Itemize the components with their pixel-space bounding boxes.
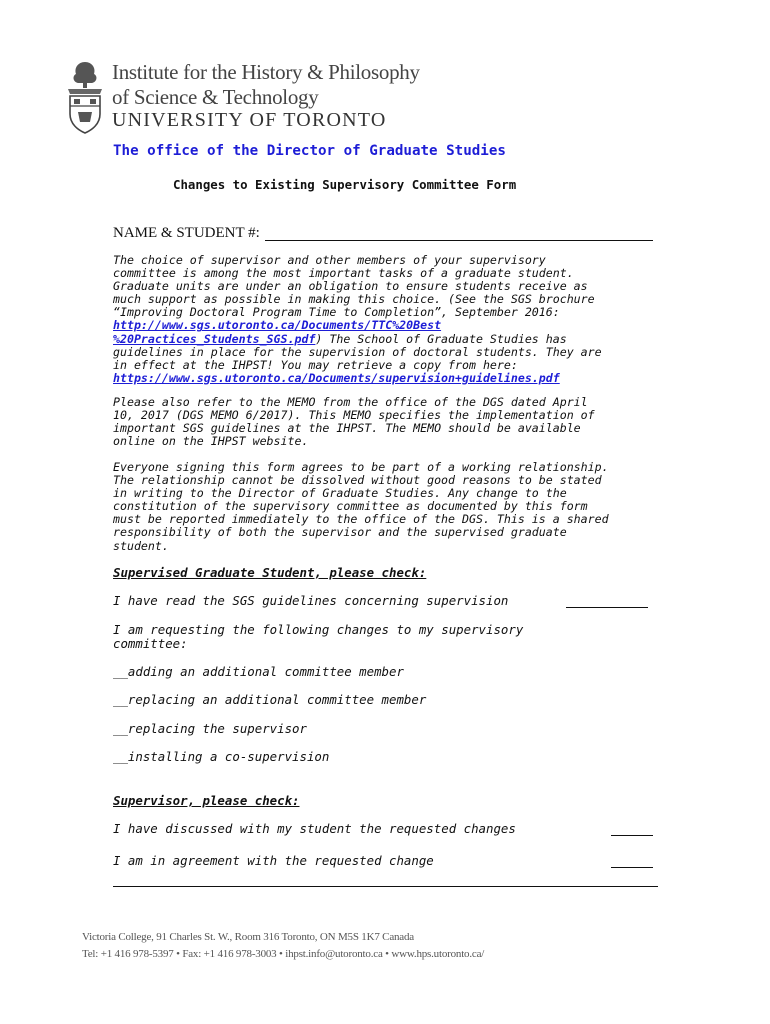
institute-name-line1: Institute for the History & Philosophy <box>112 60 420 84</box>
paragraph-line: online on the IHPST website. <box>113 434 309 449</box>
student-section-heading: Supervised Graduate Student, please check: <box>113 565 427 580</box>
option-co-supervision[interactable]: __installing a co-supervision <box>113 749 330 764</box>
paragraph-line: The relationship cannot be dissolved without good reasons to be stated <box>113 473 602 488</box>
name-student-field[interactable] <box>265 240 653 241</box>
university-crest-icon <box>64 58 106 134</box>
paragraph-line: student. <box>113 538 169 553</box>
agreement-paragraph <box>113 461 658 553</box>
paragraph-line: responsibility of both the supervisor and the supervised graduate <box>113 525 567 540</box>
paragraph-line: The choice of supervisor and other members of your supervisory <box>113 253 546 267</box>
form-title: Changes to Existing Supervisory Committee Form <box>173 177 517 192</box>
name-student-label: NAME & STUDENT #: <box>113 225 260 241</box>
paragraph-line: in writing to the Director of Graduate Studies. Any change to the <box>113 486 567 501</box>
agreement-statement: I am in agreement with the requested change <box>113 853 434 868</box>
read-guidelines-check-field[interactable] <box>566 607 648 608</box>
institute-logo <box>64 58 464 134</box>
paragraph-line: must be reported immediately to the office of the DGS. This is a shared <box>113 512 609 527</box>
university-name: UNIVERSITY OF TORONTO <box>112 109 387 131</box>
supervision-guidelines-link[interactable]: https://www.sgs.utoronto.ca/Documents/supervision+guidelines.pdf <box>113 370 560 385</box>
sgs-brochure-link-continued[interactable]: %20Practices_Students_SGS.pdf <box>113 331 316 346</box>
paragraph-line: Graduate units are under an obligation to ensure students receive as <box>113 279 588 294</box>
paragraph-line: “Improving Doctoral Program Time to Completion”, September 2016: <box>113 305 560 320</box>
signature-line[interactable] <box>113 886 658 887</box>
paragraph-line: committee is among the most important tasks of a graduate student. <box>113 266 574 281</box>
memo-paragraph <box>113 396 658 448</box>
discussed-changes-check-field[interactable] <box>611 835 653 836</box>
requesting-changes-line1: I am requesting the following changes to my supervisory <box>113 622 524 637</box>
intro-paragraph <box>113 254 658 385</box>
sgs-brochure-link[interactable]: http://www.sgs.utoronto.ca/Documents/TTC%20Best <box>113 318 442 333</box>
agreement-check-field[interactable] <box>611 867 653 868</box>
option-replace-supervisor[interactable]: __replacing the supervisor <box>113 721 307 736</box>
footer-contact: Tel: +1 416 978-5397 • Fax: +1 416 978-3003 • ihpst.info@utoronto.ca • www.hps.utoronto.ca/ <box>82 948 485 960</box>
office-title: The office of the Director of Graduate Studies <box>113 143 506 159</box>
institute-name-line2: of Science & Technology <box>112 85 319 109</box>
paragraph-line: much support as possible in making this choice. (See the SGS brochure <box>113 292 595 307</box>
supervisor-section-heading: Supervisor, please check: <box>113 793 300 808</box>
footer-address: Victoria College, 91 Charles St. W., Room 316 Toronto, ON M5S 1K7 Canada <box>82 931 414 943</box>
paragraph-line: guidelines in place for the supervision of doctoral students. They are <box>113 344 602 359</box>
paragraph-text: ) The School of Graduate Studies has <box>315 331 567 346</box>
requesting-changes-line2: committee: <box>113 636 188 651</box>
paragraph-line: 10, 2017 (DGS MEMO 6/2017). This MEMO specifies the implementation of <box>113 408 595 423</box>
paragraph-line: Please also refer to the MEMO from the office of the DGS dated April <box>113 395 588 409</box>
discussed-changes-statement: I have discussed with my student the requested changes <box>113 821 516 836</box>
paragraph-line: important SGS guidelines at the IHPST. The MEMO should be available <box>113 421 581 436</box>
paragraph-line: constitution of the supervisory committee as documented by this form <box>113 499 588 514</box>
paragraph-line: Everyone signing this form agrees to be part of a working relationship. <box>113 460 609 474</box>
read-guidelines-statement: I have read the SGS guidelines concerning supervision <box>113 593 509 608</box>
paragraph-line: in effect at the IHPST! You may retrieve a copy from here: <box>113 357 518 372</box>
option-add-member[interactable]: __adding an additional committee member <box>113 664 404 679</box>
option-replace-member[interactable]: __replacing an additional committee member <box>113 692 427 707</box>
name-student-number-row <box>113 225 653 245</box>
